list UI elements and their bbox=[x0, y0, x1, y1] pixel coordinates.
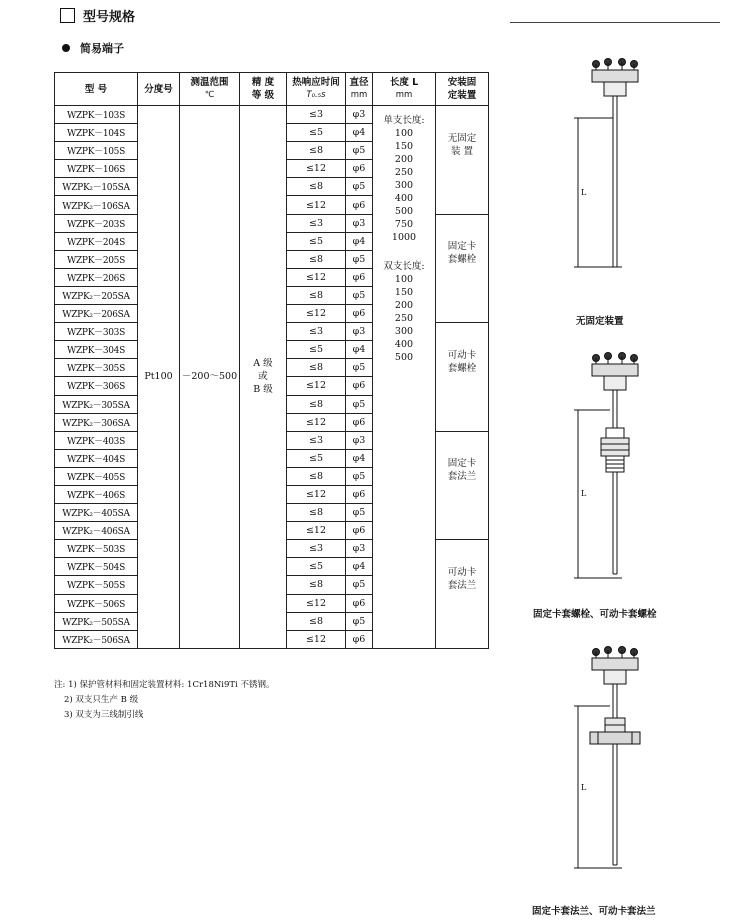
cell-response: ≤3 bbox=[287, 214, 346, 232]
header-mount: 安装固 定装置 bbox=[436, 73, 489, 106]
cell-diameter: φ5 bbox=[346, 612, 373, 630]
cell-diameter: φ6 bbox=[346, 413, 373, 431]
header-model: 型 号 bbox=[55, 73, 138, 106]
figure-no-fixing bbox=[560, 52, 670, 282]
dimension-label: L bbox=[581, 489, 587, 498]
caption-thread-fixing: 固定卡套螺栓、可动卡套螺栓 bbox=[533, 609, 657, 620]
cell-diameter: φ6 bbox=[346, 305, 373, 323]
cell-response: ≤12 bbox=[287, 485, 346, 503]
cell-response: ≤5 bbox=[287, 124, 346, 142]
dimension-label: L bbox=[581, 783, 587, 792]
cell-diameter: φ4 bbox=[346, 232, 373, 250]
cell-response: ≤12 bbox=[287, 160, 346, 178]
cell-response: ≤5 bbox=[287, 341, 346, 359]
cell-response: ≤12 bbox=[287, 630, 346, 648]
cell-response: ≤12 bbox=[287, 594, 346, 612]
cell-diameter: φ3 bbox=[346, 431, 373, 449]
cell-model: WZPK－203S bbox=[55, 214, 138, 232]
cell-response: ≤8 bbox=[287, 359, 346, 377]
cell-response: ≤8 bbox=[287, 504, 346, 522]
cell-model: WZPK₂－406SA bbox=[55, 522, 138, 540]
cell-response: ≤5 bbox=[287, 558, 346, 576]
cell-model: WZPK－104S bbox=[55, 124, 138, 142]
subsection-title: 简易端子 bbox=[62, 40, 124, 56]
header-diameter: 直径 mm bbox=[346, 73, 373, 106]
cell-model: WZPK－506S bbox=[55, 594, 138, 612]
cell-model: WZPK－503S bbox=[55, 540, 138, 558]
cell-response: ≤8 bbox=[287, 250, 346, 268]
cell-model: WZPK－305S bbox=[55, 359, 138, 377]
cell-model: WZPK－204S bbox=[55, 232, 138, 250]
cell-model: WZPK－106S bbox=[55, 160, 138, 178]
cell-model: WZPK－303S bbox=[55, 323, 138, 341]
cell-range: －200～500 bbox=[180, 106, 240, 649]
checkbox-icon bbox=[60, 8, 75, 23]
cell-response: ≤8 bbox=[287, 142, 346, 160]
cell-length: 单支长度: 100 150 200 250 300 400 500 750 1000 双支长度: 100 150 200 250 300 400 500 bbox=[373, 106, 436, 649]
cell-model: WZPK₂－306SA bbox=[55, 413, 138, 431]
cell-diameter: φ3 bbox=[346, 214, 373, 232]
cell-model: WZPK₂－305SA bbox=[55, 395, 138, 413]
notes bbox=[54, 678, 275, 723]
cell-response: ≤3 bbox=[287, 106, 346, 124]
cell-response: ≤8 bbox=[287, 612, 346, 630]
cell-model: WZPK₂－205SA bbox=[55, 286, 138, 304]
cell-graduation: Pt100 bbox=[138, 106, 180, 649]
cell-response: ≤12 bbox=[287, 522, 346, 540]
cell-response: ≤3 bbox=[287, 431, 346, 449]
figure-thread-fixing bbox=[560, 346, 670, 591]
cell-diameter: φ5 bbox=[346, 576, 373, 594]
cell-response: ≤5 bbox=[287, 449, 346, 467]
cell-diameter: φ5 bbox=[346, 286, 373, 304]
table-header-row bbox=[55, 73, 489, 106]
cell-model: WZPK₂－206SA bbox=[55, 305, 138, 323]
cell-diameter: φ5 bbox=[346, 142, 373, 160]
cell-diameter: φ4 bbox=[346, 449, 373, 467]
cell-model: WZPK－306S bbox=[55, 377, 138, 395]
cell-response: ≤8 bbox=[287, 467, 346, 485]
cell-diameter: φ5 bbox=[346, 359, 373, 377]
cell-diameter: φ6 bbox=[346, 196, 373, 214]
cell-diameter: φ6 bbox=[346, 377, 373, 395]
header-range: 测温范围 ℃ bbox=[180, 73, 240, 106]
figure-flange-fixing bbox=[560, 640, 670, 885]
cell-diameter: φ3 bbox=[346, 323, 373, 341]
cell-model: WZPK－406S bbox=[55, 485, 138, 503]
cell-model: WZPK－403S bbox=[55, 431, 138, 449]
caption-flange-fixing: 固定卡套法兰、可动卡套法兰 bbox=[532, 906, 656, 917]
note-3: 3) 双支为三线制引线 bbox=[64, 710, 144, 720]
cell-mount: 固定卡 套螺栓 bbox=[436, 214, 489, 323]
cell-accuracy: A 级 或 B 级 bbox=[240, 106, 287, 649]
cell-response: ≤3 bbox=[287, 540, 346, 558]
cell-diameter: φ6 bbox=[346, 522, 373, 540]
cell-diameter: φ6 bbox=[346, 594, 373, 612]
cell-diameter: φ5 bbox=[346, 250, 373, 268]
dimension-label: L bbox=[581, 188, 587, 197]
cell-model: WZPK₂－506SA bbox=[55, 630, 138, 648]
cell-diameter: φ6 bbox=[346, 485, 373, 503]
cell-model: WZPK－404S bbox=[55, 449, 138, 467]
terminal-head bbox=[592, 70, 638, 82]
header-accuracy: 精 度 等 级 bbox=[240, 73, 287, 106]
cell-diameter: φ6 bbox=[346, 268, 373, 286]
bullet-icon bbox=[62, 44, 70, 52]
cell-model: WZPK₂－106SA bbox=[55, 196, 138, 214]
cell-model: WZPK－105S bbox=[55, 142, 138, 160]
cell-mount: 固定卡 套法兰 bbox=[436, 431, 489, 540]
cell-model: WZPK－304S bbox=[55, 341, 138, 359]
cell-mount: 可动卡 套法兰 bbox=[436, 540, 489, 649]
cell-diameter: φ5 bbox=[346, 504, 373, 522]
section-title: 型号规格 bbox=[60, 6, 135, 25]
cell-model: WZPK－504S bbox=[55, 558, 138, 576]
cell-model: WZPK₂－505SA bbox=[55, 612, 138, 630]
header-length: 长度 L mm bbox=[373, 73, 436, 106]
header-graduation: 分度号 bbox=[138, 73, 180, 106]
cell-response: ≤12 bbox=[287, 377, 346, 395]
cell-response: ≤12 bbox=[287, 196, 346, 214]
cell-diameter: φ4 bbox=[346, 341, 373, 359]
cell-model: WZPK－206S bbox=[55, 268, 138, 286]
cell-response: ≤5 bbox=[287, 232, 346, 250]
cell-model: WZPK－405S bbox=[55, 467, 138, 485]
cell-diameter: φ3 bbox=[346, 106, 373, 124]
header-rule bbox=[510, 22, 720, 23]
cell-response: ≤8 bbox=[287, 286, 346, 304]
cell-mount: 无固定 装 置 bbox=[436, 106, 489, 215]
cell-model: WZPK₂－405SA bbox=[55, 504, 138, 522]
note-1: 注: 1) 保护管材料和固定装置材料: 1Cr18Ni9Ti 不锈钢。 bbox=[54, 680, 275, 690]
cell-diameter: φ6 bbox=[346, 630, 373, 648]
cell-response: ≤8 bbox=[287, 576, 346, 594]
cell-diameter: φ6 bbox=[346, 160, 373, 178]
cell-model: WZPK－505S bbox=[55, 576, 138, 594]
cell-response: ≤12 bbox=[287, 305, 346, 323]
cell-response: ≤12 bbox=[287, 268, 346, 286]
cell-model: WZPK－103S bbox=[55, 106, 138, 124]
cell-diameter: φ5 bbox=[346, 395, 373, 413]
cell-response: ≤12 bbox=[287, 413, 346, 431]
cell-diameter: φ5 bbox=[346, 467, 373, 485]
cell-diameter: φ5 bbox=[346, 178, 373, 196]
cell-mount: 可动卡 套螺栓 bbox=[436, 323, 489, 432]
cell-diameter: φ3 bbox=[346, 540, 373, 558]
table-row bbox=[55, 106, 489, 124]
spec-table bbox=[54, 72, 489, 649]
cell-diameter: φ4 bbox=[346, 558, 373, 576]
cell-response: ≤8 bbox=[287, 395, 346, 413]
header-response: 热响应时间 T₀.₅s bbox=[287, 73, 346, 106]
cell-response: ≤3 bbox=[287, 323, 346, 341]
cell-diameter: φ4 bbox=[346, 124, 373, 142]
cell-model: WZPK－205S bbox=[55, 250, 138, 268]
cell-response: ≤8 bbox=[287, 178, 346, 196]
cell-model: WZPK₂－105SA bbox=[55, 178, 138, 196]
caption-no-fixing: 无固定装置 bbox=[576, 316, 624, 327]
note-2: 2) 双支只生产 B 级 bbox=[64, 695, 139, 705]
